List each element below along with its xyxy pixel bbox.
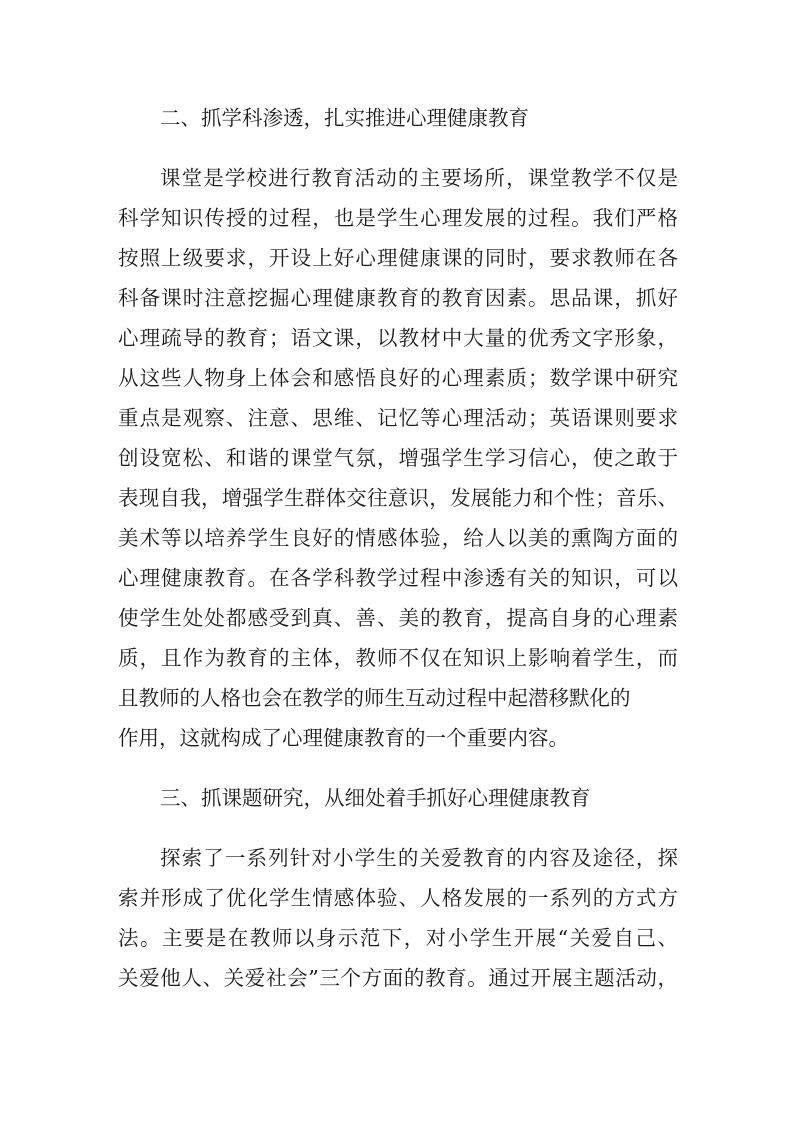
paragraph-line: 探索了一系列针对小学生的关爱教育的内容及途径，探 bbox=[160, 846, 678, 870]
paragraph-line: 表现自我，增强学生群体交往意识，发展能力和个性；音乐、 bbox=[118, 486, 678, 510]
paragraph-line: 美术等以培养学生良好的情感体验，给人以美的熏陶方面的 bbox=[118, 526, 678, 550]
paragraph-line: 心理疏导的教育；语文课，以教材中大量的优秀文字形象， bbox=[118, 326, 678, 350]
paragraph-line: 作用，这就构成了心理健康教育的一个重要内容。 bbox=[118, 726, 569, 750]
section-2-heading: 二、抓学科渗透，扎实推进心理健康教育 bbox=[160, 106, 529, 130]
paragraph-line: 按照上级要求，开设上好心理健康课的同时，要求教师在各 bbox=[118, 246, 678, 270]
paragraph-line: 法。主要是在教师以身示范下，对小学生开展“关爱自己、 bbox=[118, 926, 678, 950]
paragraph-line: 且教师的人格也会在教学的师生互动过程中起潜移默化的 bbox=[118, 686, 631, 710]
paragraph-line: 科学知识传授的过程，也是学生心理发展的过程。我们严格 bbox=[118, 206, 678, 230]
paragraph-line: 重点是观察、注意、思维、记忆等心理活动；英语课则要求 bbox=[118, 406, 678, 430]
paragraph-line: 心理健康教育。在各学科教学过程中渗透有关的知识，可以 bbox=[118, 566, 678, 590]
paragraph-line: 质，且作为教育的主体，教师不仅在知识上影响着学生，而 bbox=[118, 646, 678, 670]
paragraph-line: 关爱他人、关爱社会”三个方面的教育。通过开展主题活动， bbox=[118, 966, 678, 990]
section-3-heading: 三、抓课题研究，从细处着手抓好心理健康教育 bbox=[160, 786, 591, 810]
paragraph-line: 从这些人物身上体会和感悟良好的心理素质；数学课中研究 bbox=[118, 366, 678, 390]
paragraph-line: 使学生处处都感受到真、善、美的教育，提高自身的心理素 bbox=[118, 606, 678, 630]
paragraph-line: 创设宽松、和谐的课堂气氛，增强学生学习信心，使之敢于 bbox=[118, 446, 678, 470]
paragraph-line: 科备课时注意挖掘心理健康教育的教育因素。思品课，抓好 bbox=[118, 286, 678, 310]
paragraph-line: 索并形成了优化学生情感体验、人格发展的一系列的方式方 bbox=[118, 886, 678, 910]
paragraph-line: 课堂是学校进行教育活动的主要场所，课堂教学不仅是 bbox=[160, 166, 678, 190]
